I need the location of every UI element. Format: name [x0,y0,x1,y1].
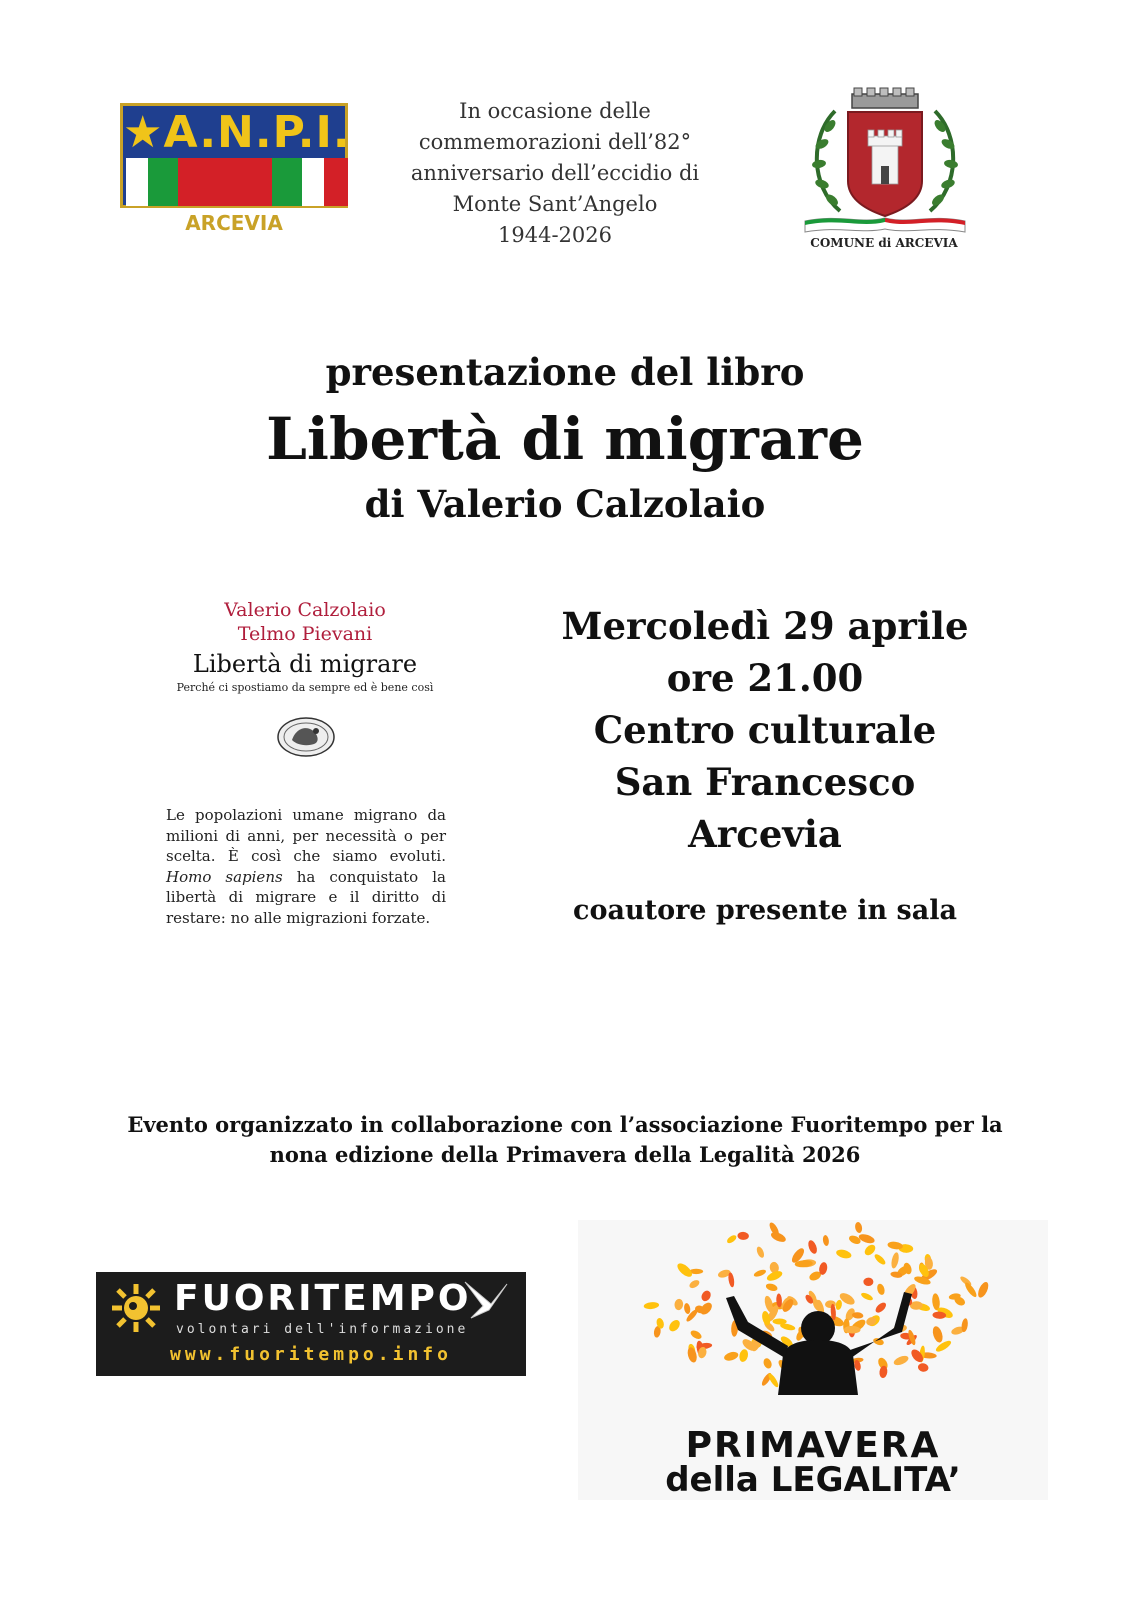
leaf-shape [723,1350,739,1362]
leaf-shape [737,1232,749,1241]
leaf-shape [674,1298,684,1310]
sun-icon [106,1280,166,1336]
leaf-shape [683,1303,691,1315]
coat-of-arms-caption: COMUNE di ARCEVIA [810,236,958,250]
anpi-logo [120,103,350,239]
leaf-shape [876,1283,886,1296]
leaf-shape [700,1289,713,1303]
leaf-shape [835,1248,852,1260]
book-author: di Valerio Calzolaio [364,482,766,526]
leaf-shape [755,1246,765,1259]
subtitle: presentazione del libro [325,350,805,394]
publisher-emblem-icon [276,716,336,758]
fuoritempo-url: www.fuoritempo.info [170,1344,452,1365]
leaf-shape [873,1253,887,1267]
leaf-shape [667,1318,682,1333]
cover-blurb [166,805,446,928]
coat-of-arms-icon [800,86,970,236]
collaboration-line: Evento organizzato in collaborazione con l’associazione Fuoritempo per la [127,1112,1003,1137]
cover-author: Telmo Pievani [237,623,373,645]
leaf-shape [822,1235,829,1247]
leaf-shape [863,1278,873,1287]
leaf-shape [890,1252,900,1269]
leaf-shape [753,1268,767,1278]
leaf-shape [686,1346,698,1363]
book-cover [150,598,460,938]
event-details [560,600,970,860]
event-city: Arcevia [688,812,842,856]
occasion-line: anniversario dell’eccidio di [410,161,700,185]
leaf-shape [858,1232,876,1244]
leaf-shape [835,1299,843,1310]
collaboration-line: nona edizione della Primavera della Legalità 2026 [269,1142,861,1167]
primavera-legalita-logo [578,1220,1048,1500]
primavera-subtitle: della LEGALITA’ [665,1460,961,1500]
leaf-shape [762,1357,773,1370]
leaf-shape [860,1291,874,1301]
leaf-shape [874,1301,888,1315]
fuoritempo-tagline: volontari dell'informazione [176,1322,469,1337]
leaf-shape [688,1278,701,1289]
fuoritempo-name: FUORITEMPO [174,1278,472,1319]
leaf-shape [689,1329,703,1341]
anpi-flag-bands [126,158,348,206]
event-date: Mercoledì 29 aprile [561,604,969,648]
event-time: ore 21.00 [666,656,864,700]
leaf-shape [738,1348,749,1362]
anpi-logo-title: ★A.N.P.I. [123,107,351,158]
cover-subtitle: Perché ci spostiamo da sempre ed è bene così [176,681,434,694]
leaf-shape [854,1221,863,1233]
leaf-shape [892,1354,909,1367]
cover-author: Valerio Calzolaio [224,599,386,621]
paper-crane-icon [461,1278,511,1324]
event-venue-name: San Francesco [614,760,916,804]
leaf-shape [917,1362,929,1372]
leaf-shape [643,1301,659,1309]
leaf-shape [765,1282,778,1292]
arcevia-coat-of-arms [800,86,970,256]
primavera-title: PRIMAVERA [685,1425,941,1466]
coauthor-note: coautore presente in sala [573,895,957,926]
occasion-line: In occasione delle [459,99,651,123]
cover-blurb-italic: Homo sapiens [166,867,283,886]
leaf-shape [976,1280,990,1299]
occasion-text [405,96,705,251]
occasion-line: commemorazioni dell’82° [418,130,692,154]
collaboration-note [120,1110,1010,1170]
tree-of-leaves-icon [578,1220,1048,1430]
occasion-line: 1944-2026 [498,223,612,247]
leaf-shape [726,1234,738,1245]
anpi-logo-caption: ARCEVIA [185,211,283,235]
leaf-shape [807,1239,819,1255]
occasion-line: Monte Sant’Angelo [452,192,658,216]
cover-blurb-text: ha conquistato la libertà di migrare e il diritto di restare: no alle migrazioni forzate. [166,867,446,927]
fuoritempo-logo [96,1272,526,1376]
leaf-shape [931,1325,944,1344]
book-title: Libertà di migrare [266,405,864,473]
cover-title: Libertà di migrare [192,650,418,678]
cover-blurb-text: Le popolazioni umane migrano da milioni di anni, per necessità o per scelta. È così che siamo evoluti. [166,806,446,865]
event-venue: Centro culturale [593,708,937,752]
